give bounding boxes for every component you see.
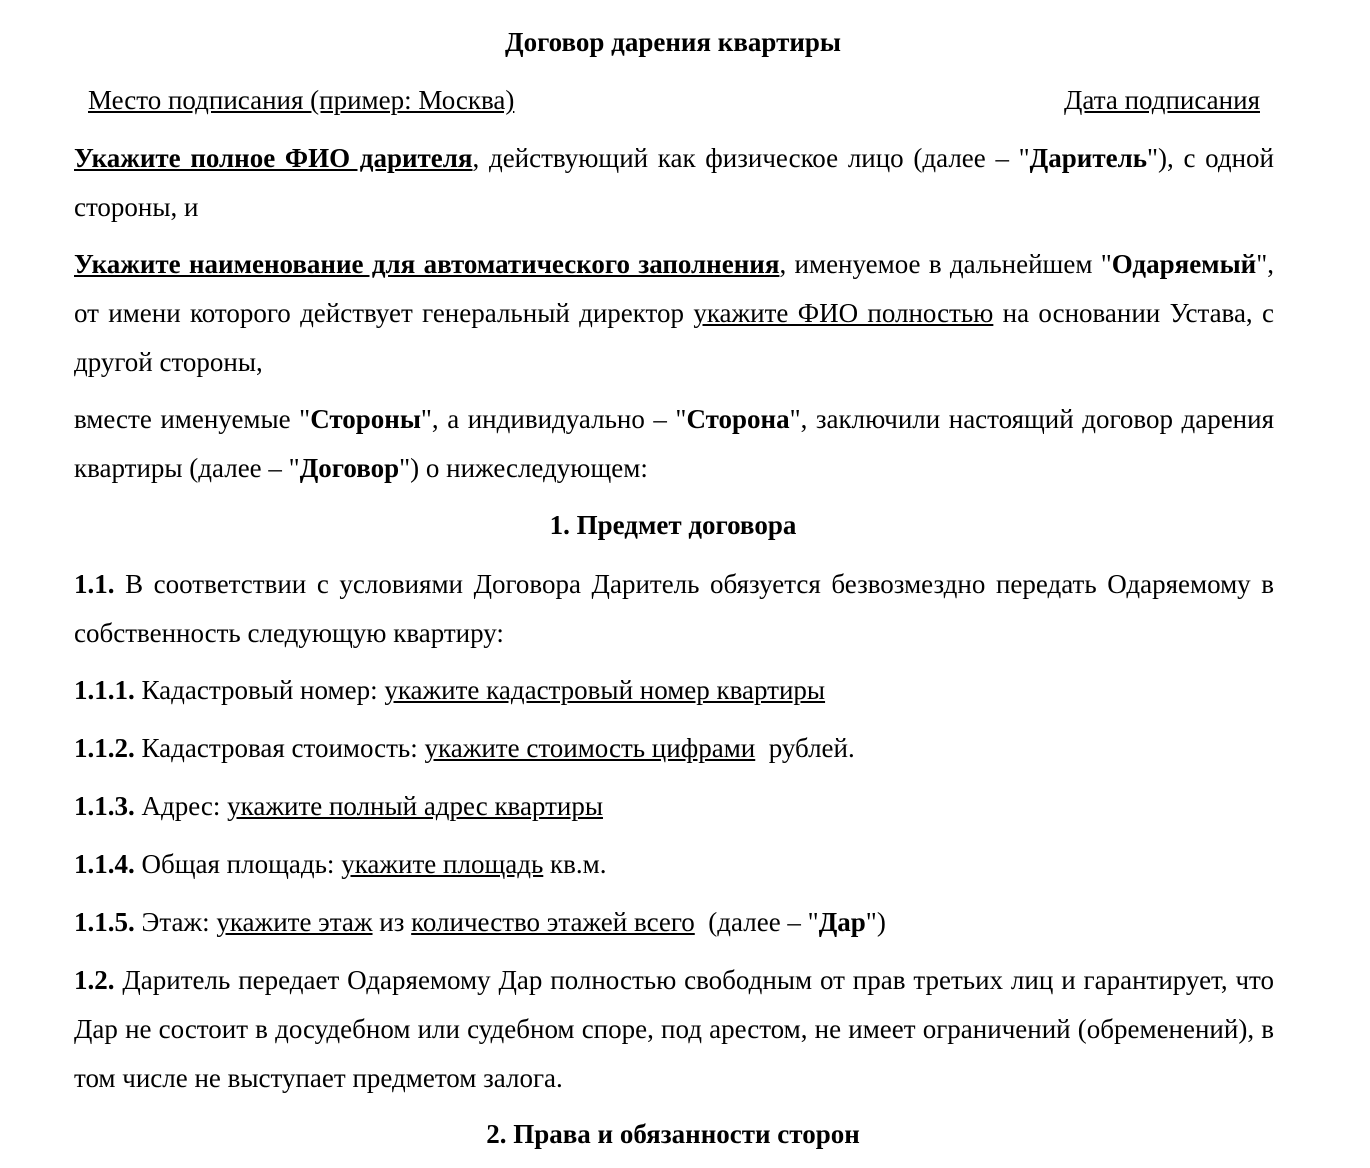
parties-term: Стороны [310, 404, 421, 434]
address-placeholder: укажите полный адрес квартиры [227, 791, 603, 821]
clause-1-1-2: 1.1.2. Кадастровая стоимость: укажите стоимость цифрами рублей. [74, 733, 855, 763]
party1-paragraph: Укажите полное ФИО дарителя, действующий как физическое лицо (далее – "Даритель"), с одной стороны, и [74, 143, 1274, 222]
section2-heading: 2. Права и обязанности сторон [486, 1119, 860, 1149]
cadastral-value-placeholder: укажите стоимость цифрами [424, 733, 756, 763]
clause-1-1-4: 1.1.4. Общая площадь: укажите площадь кв.м. [74, 849, 607, 879]
recipient-name-placeholder: Укажите наименование для автоматического заполнения [74, 249, 780, 279]
area-placeholder: укажите площадь [341, 849, 544, 879]
donor-role: Даритель [1029, 143, 1147, 173]
party2-paragraph: Укажите наименование для автоматического заполнения, именуемое в дальнейшем "Одаряемый", от имени которого действует генеральный директор укажите ФИО полностью на основании Устава, с другой стороны, [74, 249, 1274, 377]
contract-term: Договор [299, 453, 400, 483]
clause-1-1-3: 1.1.3. Адрес: укажите полный адрес квартиры [74, 791, 603, 821]
director-name-placeholder: укажите ФИО полностью [693, 298, 994, 328]
clause-1-1: 1.1. В соответствии с условиями Договора Даритель обязуется безвозмездно передать Одаряемому в собственность следующую квартиру: [74, 569, 1274, 648]
total-floors-placeholder: количество этажей всего [411, 907, 695, 937]
signing-info-row [88, 80, 1260, 120]
cadastral-number-placeholder: укажите кадастровый номер квартиры [384, 675, 826, 705]
clause-1-1-5: 1.1.5. Этаж: укажите этаж из количество этажей всего (далее – "Дар") [74, 907, 886, 937]
section1-heading: 1. Предмет договора [549, 510, 797, 540]
signing-place: Место подписания (пример: Москва) [88, 85, 515, 115]
gift-term: Дар [818, 907, 866, 937]
floor-placeholder: укажите этаж [216, 907, 373, 937]
clause-1-1-1: 1.1.1. Кадастровый номер: укажите кадастровый номер квартиры [74, 675, 826, 705]
clause-1-2: 1.2. Даритель передает Одаряемому Дар полностью свободным от прав третьих лиц и гарантирует, что Дар не состоит в досудебном или судебном споре, под арестом, не имеет ограничений (обременений), в том числе не выступает предметом залога. [74, 965, 1274, 1093]
recipient-role: Одаряемый [1111, 249, 1257, 279]
document-title: Договор дарения квартиры [505, 27, 841, 57]
parties-paragraph: вместе именуемые "Стороны", а индивидуально – "Сторона", заключили настоящий договор дарения квартиры (далее – "Договор") о нижеследующем: [74, 404, 1275, 483]
signing-date: Дата подписания [1064, 85, 1260, 115]
party-term: Сторона [686, 404, 790, 434]
donor-name-placeholder: Укажите полное ФИО дарителя [74, 143, 473, 173]
